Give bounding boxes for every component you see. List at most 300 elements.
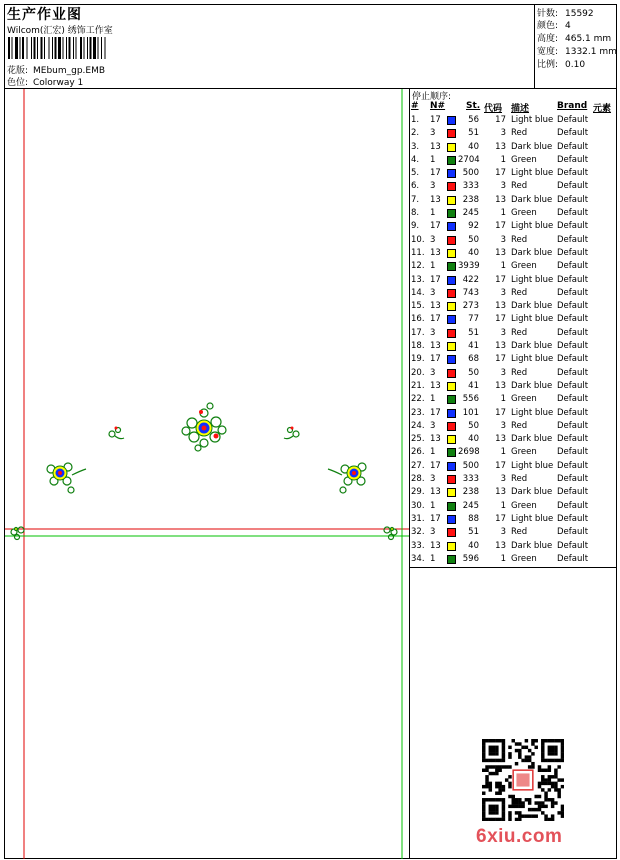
- row-brand: Default: [557, 474, 589, 485]
- table-row: [410, 114, 617, 127]
- row-needle: 17: [430, 221, 441, 232]
- row-needle: 17: [430, 168, 441, 179]
- row-brand: Default: [557, 513, 589, 524]
- table-row: [410, 207, 617, 220]
- col-header-chart: 元素: [593, 104, 612, 114]
- motif-right-flower: [328, 463, 366, 493]
- stats-divider: [534, 4, 535, 88]
- row-description: Red: [511, 181, 528, 192]
- row-number: 1.: [411, 115, 420, 125]
- row-color-swatch: [447, 249, 456, 258]
- row-number: 23.: [411, 407, 425, 418]
- row-code: 1: [500, 394, 506, 405]
- row-code: 3: [500, 420, 506, 431]
- row-number: 19.: [411, 354, 425, 365]
- row-number: 34.: [411, 553, 425, 564]
- row-needle: 17: [430, 513, 441, 524]
- row-number: 26.: [411, 447, 425, 458]
- row-number: 29.: [411, 487, 425, 498]
- table-row: [410, 220, 617, 233]
- row-number: 11.: [411, 247, 425, 258]
- row-needle: 13: [430, 487, 441, 498]
- row-color-swatch: [447, 236, 456, 245]
- table-row: [410, 367, 617, 380]
- stat-scale: [537, 57, 585, 70]
- row-color-swatch: [447, 182, 456, 191]
- row-brand: Default: [557, 221, 589, 232]
- row-code: 17: [495, 168, 506, 179]
- row-needle: 17: [430, 354, 441, 365]
- row-color-swatch: [447, 355, 456, 364]
- row-code: 3: [500, 474, 506, 485]
- row-number: 3.: [411, 141, 420, 152]
- row-brand: Default: [557, 247, 589, 258]
- colorway-value: Colorway 1: [33, 78, 84, 88]
- row-needle: 1: [430, 261, 436, 272]
- stat-label: 高度:: [537, 34, 559, 44]
- row-number: 25.: [411, 434, 425, 445]
- row-brand: Default: [557, 354, 589, 365]
- page-title: 生产作业图: [7, 7, 82, 23]
- row-needle: 1: [430, 553, 436, 564]
- row-code: 3: [500, 327, 506, 338]
- row-description: Dark blue: [511, 194, 553, 205]
- row-brand: Default: [557, 540, 589, 551]
- row-brand: Default: [557, 500, 589, 511]
- table-row: [410, 433, 617, 446]
- row-number: 4.: [411, 154, 420, 165]
- table-row: [410, 127, 617, 140]
- row-code: 13: [495, 194, 506, 205]
- table-row: [410, 154, 617, 167]
- row-color-swatch: [447, 342, 456, 351]
- row-stitches: 500: [462, 168, 479, 179]
- row-brand: Default: [557, 115, 589, 125]
- row-description: Dark blue: [511, 380, 553, 391]
- stat-value: 465.1 mm: [565, 34, 612, 44]
- row-color-swatch: [447, 289, 456, 298]
- row-brand: Default: [557, 181, 589, 192]
- row-color-swatch: [447, 475, 456, 484]
- row-description: Red: [511, 474, 528, 485]
- row-color-swatch: [447, 369, 456, 378]
- row-needle: 3: [430, 420, 436, 431]
- row-description: Dark blue: [511, 434, 553, 445]
- row-description: Red: [511, 420, 528, 431]
- row-number: 2.: [411, 128, 420, 139]
- row-number: 5.: [411, 168, 420, 179]
- row-code: 3: [500, 287, 506, 298]
- row-stitches: 40: [468, 247, 479, 258]
- row-description: Green: [511, 394, 537, 405]
- row-color-swatch: [447, 129, 456, 138]
- row-color-swatch: [447, 315, 456, 324]
- row-brand: Default: [557, 407, 589, 418]
- row-number: 9.: [411, 221, 420, 232]
- row-color-swatch: [447, 302, 456, 311]
- row-code: 13: [495, 301, 506, 312]
- stat-value: 4: [565, 21, 571, 31]
- row-code: 13: [495, 247, 506, 258]
- table-row: [410, 420, 617, 433]
- motif-left-bud: [109, 427, 124, 439]
- row-code: 3: [500, 181, 506, 192]
- row-color-swatch: [447, 528, 456, 537]
- row-needle: 3: [430, 181, 436, 192]
- table-row: [410, 180, 617, 193]
- stat-value: 1332.1 mm: [565, 47, 617, 57]
- row-brand: Default: [557, 261, 589, 272]
- row-brand: Default: [557, 527, 589, 538]
- row-stitches: 596: [462, 553, 479, 564]
- row-code: 3: [500, 234, 506, 245]
- company-name: Wilcom(汇宏) 绣饰工作室: [7, 26, 113, 36]
- colorway-label: 色位:: [7, 78, 29, 88]
- row-brand: Default: [557, 128, 589, 139]
- row-stitches: 41: [468, 380, 479, 391]
- row-brand: Default: [557, 168, 589, 179]
- row-stitches: 333: [462, 474, 479, 485]
- row-stitches: 41: [468, 341, 479, 352]
- table-row: [410, 287, 617, 300]
- row-needle: 17: [430, 407, 441, 418]
- row-color-swatch: [447, 329, 456, 338]
- row-number: 33.: [411, 540, 425, 551]
- row-color-swatch: [447, 515, 456, 524]
- row-number: 31.: [411, 513, 425, 524]
- motif-center-flower: [182, 403, 226, 451]
- row-color-swatch: [447, 276, 456, 285]
- row-color-swatch: [447, 462, 456, 471]
- row-stitches: 51: [468, 327, 479, 338]
- row-color-swatch: [447, 262, 456, 271]
- row-description: Light blue: [511, 168, 554, 179]
- row-description: Red: [511, 287, 528, 298]
- row-code: 3: [500, 527, 506, 538]
- row-brand: Default: [557, 367, 589, 378]
- row-stitches: 77: [468, 314, 479, 325]
- table-row: [410, 234, 617, 247]
- row-stitches: 101: [462, 407, 479, 418]
- row-description: Green: [511, 261, 537, 272]
- row-description: Green: [511, 500, 537, 511]
- row-brand: Default: [557, 194, 589, 205]
- row-code: 17: [495, 274, 506, 285]
- table-row: [410, 486, 617, 499]
- table-row: [410, 407, 617, 420]
- row-stitches: 238: [462, 194, 479, 205]
- col-header-brand: Brand: [557, 101, 588, 111]
- table-row: [410, 513, 617, 526]
- row-color-swatch: [447, 502, 456, 511]
- qr-code: [482, 739, 564, 821]
- row-number: 12.: [411, 261, 425, 272]
- row-needle: 1: [430, 394, 436, 405]
- row-needle: 1: [430, 208, 436, 219]
- row-number: 30.: [411, 500, 425, 511]
- design-file-value: MEbum_gp.EMB: [33, 66, 106, 76]
- row-stitches: 40: [468, 141, 479, 152]
- table-row: [410, 460, 617, 473]
- row-code: 3: [500, 128, 506, 139]
- table-row: [410, 380, 617, 393]
- row-description: Light blue: [511, 354, 554, 365]
- table-row: [410, 446, 617, 459]
- row-number: 16.: [411, 314, 425, 325]
- site-watermark: 6xiu.com: [476, 826, 563, 847]
- row-description: Light blue: [511, 115, 554, 125]
- row-color-swatch: [447, 395, 456, 404]
- row-stitches: 68: [468, 354, 479, 365]
- row-brand: Default: [557, 460, 589, 471]
- row-brand: Default: [557, 234, 589, 245]
- row-needle: 3: [430, 128, 436, 139]
- col-header-code: 代码: [484, 104, 503, 114]
- row-number: 15.: [411, 301, 425, 312]
- row-stitches: 51: [468, 527, 479, 538]
- row-description: Dark blue: [511, 247, 553, 258]
- row-needle: 1: [430, 447, 436, 458]
- row-needle: 1: [430, 154, 436, 165]
- table-row: [410, 300, 617, 313]
- row-number: 8.: [411, 208, 420, 219]
- row-color-swatch: [447, 222, 456, 231]
- row-needle: 13: [430, 434, 441, 445]
- table-row: [410, 553, 617, 566]
- row-code: 17: [495, 513, 506, 524]
- row-stitches: 500: [462, 460, 479, 471]
- table-row: [410, 247, 617, 260]
- row-needle: 3: [430, 527, 436, 538]
- row-needle: 17: [430, 460, 441, 471]
- row-number: 20.: [411, 367, 425, 378]
- table-row: [410, 167, 617, 180]
- stat-colors: [537, 18, 571, 31]
- table-row: [410, 353, 617, 366]
- row-brand: Default: [557, 394, 589, 405]
- row-code: 13: [495, 141, 506, 152]
- row-brand: Default: [557, 420, 589, 431]
- table-row: [410, 260, 617, 273]
- table-header: [410, 101, 617, 113]
- row-code: 13: [495, 540, 506, 551]
- barcode: [8, 37, 150, 59]
- stop-sequence-table: [410, 114, 617, 566]
- row-color-swatch: [447, 169, 456, 178]
- row-number: 14.: [411, 287, 425, 298]
- row-description: Red: [511, 327, 528, 338]
- table-row: [410, 340, 617, 353]
- table-row: [410, 540, 617, 553]
- stat-width: [537, 44, 617, 57]
- row-stitches: 238: [462, 487, 479, 498]
- col-header-description: 描述: [511, 104, 530, 114]
- row-needle: 3: [430, 474, 436, 485]
- table-row: [410, 500, 617, 513]
- row-code: 1: [500, 447, 506, 458]
- row-code: 13: [495, 380, 506, 391]
- table-row: [410, 393, 617, 406]
- row-needle: 1: [430, 500, 436, 511]
- row-code: 13: [495, 487, 506, 498]
- row-number: 13.: [411, 274, 425, 285]
- row-code: 17: [495, 407, 506, 418]
- row-brand: Default: [557, 327, 589, 338]
- row-description: Green: [511, 553, 537, 564]
- row-description: Green: [511, 208, 537, 219]
- row-description: Red: [511, 128, 528, 139]
- row-stitches: 3939: [458, 261, 480, 272]
- row-needle: 17: [430, 115, 441, 125]
- row-number: 32.: [411, 527, 425, 538]
- row-number: 24.: [411, 420, 425, 431]
- row-description: Red: [511, 234, 528, 245]
- row-stitches: 50: [468, 420, 479, 431]
- row-needle: 13: [430, 540, 441, 551]
- row-number: 6.: [411, 181, 420, 192]
- row-description: Light blue: [511, 314, 554, 325]
- row-color-swatch: [447, 435, 456, 444]
- row-brand: Default: [557, 274, 589, 285]
- design-file-label: 花版:: [7, 66, 29, 76]
- row-stitches: 422: [462, 274, 479, 285]
- row-needle: 3: [430, 327, 436, 338]
- stat-height: [537, 31, 611, 44]
- row-color-swatch: [447, 542, 456, 551]
- stat-value: 0.10: [565, 60, 586, 70]
- design-preview-canvas: [5, 89, 409, 859]
- row-description: Light blue: [511, 460, 554, 471]
- row-stitches: 56: [468, 115, 479, 125]
- row-stitches: 40: [468, 540, 479, 551]
- row-color-swatch: [447, 409, 456, 418]
- row-needle: 3: [430, 287, 436, 298]
- row-stitches: 743: [462, 287, 479, 298]
- row-number: 17.: [411, 327, 425, 338]
- row-code: 17: [495, 115, 506, 125]
- table-row: [410, 473, 617, 486]
- row-color-swatch: [447, 209, 456, 218]
- row-brand: Default: [557, 287, 589, 298]
- row-brand: Default: [557, 314, 589, 325]
- row-color-swatch: [447, 422, 456, 431]
- row-brand: Default: [557, 141, 589, 152]
- row-code: 13: [495, 434, 506, 445]
- table-row: [410, 141, 617, 154]
- row-needle: 13: [430, 141, 441, 152]
- row-stitches: 50: [468, 367, 479, 378]
- row-needle: 13: [430, 341, 441, 352]
- row-description: Dark blue: [511, 540, 553, 551]
- row-stitches: 556: [462, 394, 479, 405]
- row-description: Green: [511, 154, 537, 165]
- stat-label: 针数:: [537, 9, 559, 19]
- row-stitches: 273: [462, 301, 479, 312]
- row-needle: 3: [430, 234, 436, 245]
- row-stitches: 2704: [458, 154, 480, 165]
- row-brand: Default: [557, 301, 589, 312]
- row-color-swatch: [447, 448, 456, 457]
- row-stitches: 92: [468, 221, 479, 232]
- row-description: Light blue: [511, 407, 554, 418]
- row-number: 27.: [411, 460, 425, 471]
- row-color-swatch: [447, 555, 456, 564]
- row-number: 28.: [411, 474, 425, 485]
- row-stitches: 51: [468, 128, 479, 139]
- row-code: 17: [495, 221, 506, 232]
- row-description: Green: [511, 447, 537, 458]
- row-description: Red: [511, 367, 528, 378]
- row-number: 18.: [411, 341, 425, 352]
- table-row: [410, 313, 617, 326]
- row-needle: 13: [430, 380, 441, 391]
- row-number: 7.: [411, 194, 420, 205]
- row-code: 1: [500, 208, 506, 219]
- row-brand: Default: [557, 447, 589, 458]
- stat-value: 15592: [565, 9, 594, 19]
- row-brand: Default: [557, 341, 589, 352]
- row-description: Dark blue: [511, 487, 553, 498]
- row-needle: 3: [430, 367, 436, 378]
- row-color-swatch: [447, 382, 456, 391]
- row-code: 1: [500, 261, 506, 272]
- stat-label: 颜色:: [537, 21, 559, 31]
- row-number: 21.: [411, 380, 425, 391]
- col-header-stitches: St.: [466, 101, 481, 111]
- row-needle: 17: [430, 314, 441, 325]
- motif-right-bud: [284, 427, 299, 439]
- row-code: 17: [495, 460, 506, 471]
- table-bottom-divider: [409, 567, 617, 568]
- row-description: Light blue: [511, 274, 554, 285]
- row-code: 1: [500, 154, 506, 165]
- table-row: [410, 526, 617, 539]
- row-color-swatch: [447, 196, 456, 205]
- row-needle: 13: [430, 247, 441, 258]
- row-code: 17: [495, 354, 506, 365]
- row-stitches: 245: [462, 500, 479, 511]
- col-header-num: #: [411, 101, 419, 111]
- col-header-n: N#: [430, 101, 446, 111]
- row-code: 13: [495, 341, 506, 352]
- row-brand: Default: [557, 553, 589, 564]
- stat-label: 比例:: [537, 60, 559, 70]
- row-description: Red: [511, 527, 528, 538]
- row-stitches: 2698: [458, 447, 480, 458]
- row-color-swatch: [447, 143, 456, 152]
- row-brand: Default: [557, 434, 589, 445]
- row-stitches: 245: [462, 208, 479, 219]
- row-description: Light blue: [511, 221, 554, 232]
- row-description: Dark blue: [511, 141, 553, 152]
- row-code: 1: [500, 500, 506, 511]
- row-stitches: 50: [468, 234, 479, 245]
- table-row: [410, 194, 617, 207]
- row-description: Dark blue: [511, 341, 553, 352]
- row-needle: 13: [430, 301, 441, 312]
- row-color-swatch: [447, 488, 456, 497]
- table-row: [410, 327, 617, 340]
- row-stitches: 40: [468, 434, 479, 445]
- row-number: 10.: [411, 234, 425, 245]
- row-needle: 13: [430, 194, 441, 205]
- stat-label: 宽度:: [537, 47, 559, 57]
- row-stitches: 333: [462, 181, 479, 192]
- row-brand: Default: [557, 154, 589, 165]
- row-code: 3: [500, 367, 506, 378]
- row-code: 1: [500, 553, 506, 564]
- row-brand: Default: [557, 208, 589, 219]
